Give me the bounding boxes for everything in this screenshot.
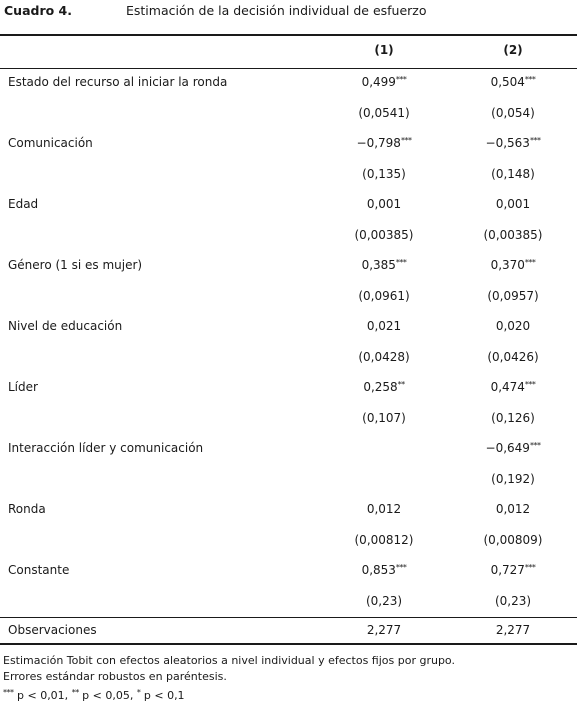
coef-col2-value: 0,001 <box>495 197 531 211</box>
se-col1: (0,00385) <box>354 228 414 242</box>
coefficient-row <box>0 502 577 522</box>
coef-col1-value: 0,012 <box>366 502 402 516</box>
variable-name: Constante <box>8 563 70 577</box>
coef-col2-value: 0,012 <box>495 502 531 516</box>
coefficient-row <box>0 197 577 217</box>
se-col2: (0,00809) <box>483 533 543 547</box>
se-col2: (0,00385) <box>483 228 543 242</box>
coef-col1-value: 0,499 <box>361 75 396 89</box>
coef-col2 <box>468 197 558 211</box>
caption-label: Cuadro 4. <box>4 3 73 18</box>
column-header-2: (2) <box>503 43 523 57</box>
coefficient-row <box>0 136 577 156</box>
se-col1: (0,0541) <box>358 106 410 120</box>
variable-name: Ronda <box>8 502 46 516</box>
coef-col2-value: 0,020 <box>495 319 531 333</box>
coefficient-row <box>0 258 577 278</box>
se-col1: (0,0961) <box>358 289 410 303</box>
standard-error-row <box>0 472 577 492</box>
coef-col2-stars: *** <box>524 75 536 84</box>
se-col2: (0,0426) <box>487 350 539 364</box>
coef-col1 <box>339 380 429 394</box>
variable-name: Líder <box>8 380 38 394</box>
coef-col2-stars: *** <box>529 136 541 145</box>
coef-col2-value: 0,370 <box>490 258 525 272</box>
coef-col2-value: 0,474 <box>490 380 525 394</box>
se-col1: (0,23) <box>365 594 403 608</box>
top-rule <box>0 34 577 36</box>
se-col1: (0,135) <box>362 167 406 181</box>
coef-col2 <box>468 563 558 577</box>
sig-stars-1: * <box>136 688 141 697</box>
coef-col1-value: 0,021 <box>366 319 402 333</box>
se-col2: (0,23) <box>494 594 532 608</box>
observations-col1: 2,277 <box>366 623 402 637</box>
se-col2: (0,0957) <box>487 289 539 303</box>
se-col2: (0,054) <box>491 106 535 120</box>
coef-col2-stars: *** <box>524 380 536 389</box>
variable-name: Edad <box>8 197 39 211</box>
coef-col2 <box>468 319 558 333</box>
standard-error-row <box>0 167 577 187</box>
coef-col1 <box>339 136 429 150</box>
coef-col1 <box>339 258 429 272</box>
coef-col1-stars: *** <box>395 75 407 84</box>
coef-col2 <box>468 75 558 89</box>
observations-rule <box>0 617 577 618</box>
coef-col1-stars: *** <box>395 563 407 572</box>
variable-name: Género (1 si es mujer) <box>8 258 143 272</box>
se-col2: (0,148) <box>491 167 535 181</box>
sig-stars-2: ** <box>71 688 79 697</box>
sig-text-3: p < 0,01, <box>13 689 72 702</box>
se-col2: (0,192) <box>491 472 535 486</box>
se-col1: (0,00812) <box>354 533 414 547</box>
coef-col1-stars: *** <box>395 258 407 267</box>
se-col1: (0,107) <box>362 411 406 425</box>
coef-col2 <box>468 136 558 150</box>
coefficient-row <box>0 441 577 461</box>
sig-stars-3: *** <box>3 688 14 697</box>
caption-title: Estimación de la decisión individual de esfuerzo <box>126 3 427 18</box>
note-estimation: Estimación Tobit con efectos aleatorios a nivel individual y efectos fijos por grupo. <box>3 654 455 667</box>
coef-col1-value: 0,258 <box>363 380 398 394</box>
coef-col1 <box>339 563 429 577</box>
coefficient-row <box>0 75 577 95</box>
coef-col2-value: −0,649 <box>485 441 530 455</box>
se-col1: (0,0428) <box>358 350 410 364</box>
header-rule <box>0 68 577 69</box>
standard-error-row <box>0 594 577 614</box>
coef-col2-stars: *** <box>524 258 536 267</box>
coef-col2-value: 0,504 <box>490 75 525 89</box>
coef-col2 <box>468 502 558 516</box>
coef-col1-value: 0,385 <box>361 258 396 272</box>
coef-col2-value: 0,727 <box>490 563 525 577</box>
variable-name: Nivel de educación <box>8 319 123 333</box>
standard-error-row <box>0 533 577 553</box>
standard-error-row <box>0 289 577 309</box>
variable-name: Interacción líder y comunicación <box>8 441 204 455</box>
coef-col1-stars: ** <box>397 380 405 389</box>
coef-col2 <box>468 441 558 455</box>
coef-col1 <box>339 197 429 211</box>
coef-col1 <box>339 502 429 516</box>
variable-name: Estado del recurso al iniciar la ronda <box>8 75 228 89</box>
coef-col2-value: −0,563 <box>485 136 530 150</box>
note-significance <box>3 685 455 704</box>
variable-name: Comunicación <box>8 136 93 150</box>
se-col2: (0,126) <box>491 411 535 425</box>
standard-error-row <box>0 411 577 431</box>
coef-col1-stars: *** <box>400 136 412 145</box>
coefficient-row <box>0 380 577 400</box>
observations-row <box>0 623 577 643</box>
standard-error-row <box>0 350 577 370</box>
coef-col2-stars: *** <box>529 441 541 450</box>
coef-col1-value: 0,001 <box>366 197 402 211</box>
coef-col2 <box>468 258 558 272</box>
column-header-1: (1) <box>374 43 394 57</box>
coefficient-row <box>0 563 577 583</box>
observations-col2: 2,277 <box>495 623 531 637</box>
coefficient-row <box>0 319 577 339</box>
coef-col1 <box>339 75 429 89</box>
coef-col2 <box>468 380 558 394</box>
standard-error-row <box>0 228 577 248</box>
table-notes <box>3 653 455 704</box>
sig-text-2: p < 0,05, <box>78 689 137 702</box>
coef-col1-value: 0,853 <box>361 563 396 577</box>
observations-label: Observaciones <box>8 623 97 637</box>
coef-col2-stars: *** <box>524 563 536 572</box>
coef-col1-value: −0,798 <box>356 136 401 150</box>
standard-error-row <box>0 106 577 126</box>
coef-col1 <box>339 319 429 333</box>
bottom-rule <box>0 643 577 645</box>
note-errors: Errores estándar robustos en paréntesis. <box>3 670 227 683</box>
sig-text-1: p < 0,1 <box>140 689 185 702</box>
